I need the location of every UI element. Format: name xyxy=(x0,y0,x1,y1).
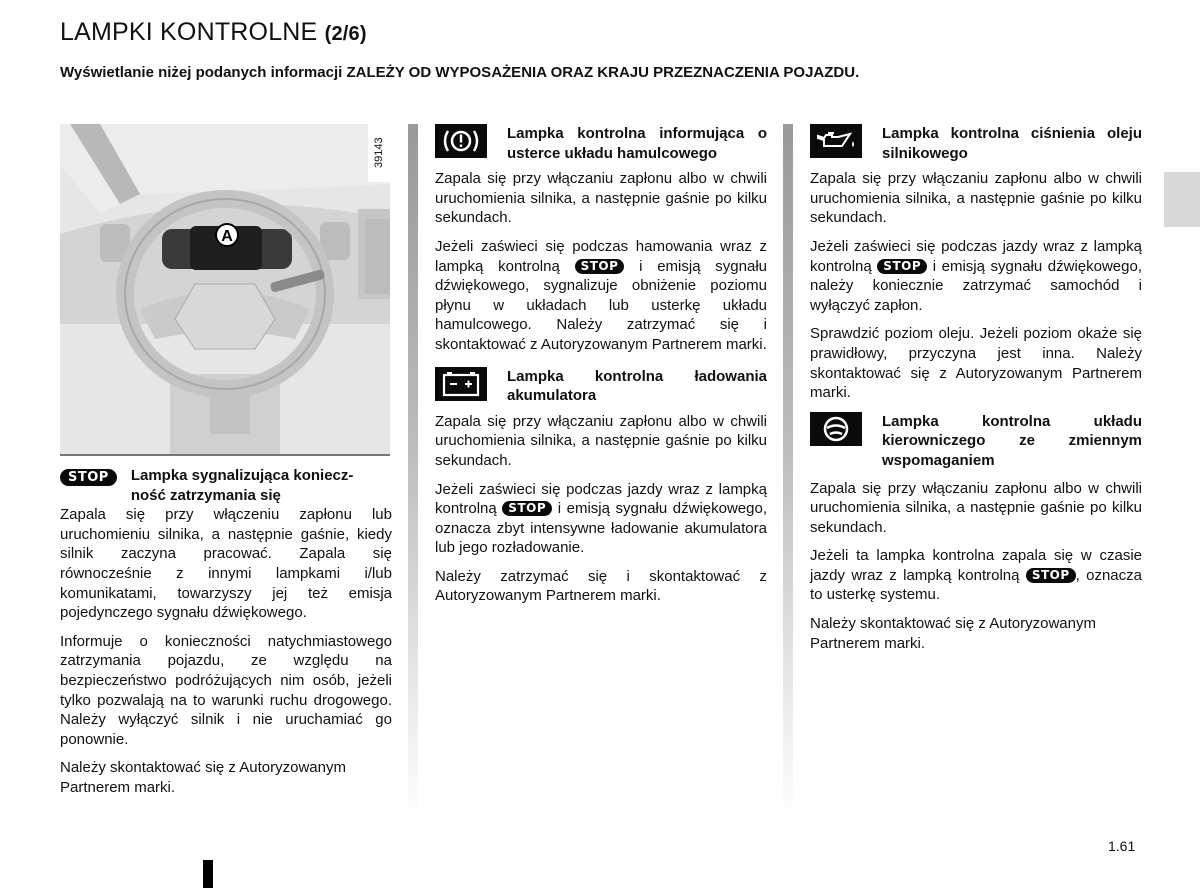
paragraph: Zapala się przy włączaniu zapłonu albo w chwili uruchomienia silnika, a następnie gaśnie po kilku sekundach. xyxy=(810,479,1142,536)
power-steering-icon xyxy=(810,412,862,446)
svg-text:A: A xyxy=(221,228,233,245)
oil-lamp-heading xyxy=(810,124,1142,163)
paragraph: Należy skontaktować się z Autoryzowanym Partnerem marki. xyxy=(60,759,346,796)
page-number: 1.61 xyxy=(1108,838,1136,854)
stop-icon: STOP xyxy=(877,259,927,274)
chapter-tab xyxy=(1164,172,1200,227)
paragraph: Zapala się przy włączaniu zapłonu albo w chwili uruchomienia silnika, a następnie gaśnie po kilku sekundach. xyxy=(435,412,767,469)
paragraph: Zapala się przy włączaniu zapłonu albo w chwili uruchomienia silnika, a następnie gaśnie po kilku sekundach. xyxy=(435,170,767,227)
figure-number: 39143 xyxy=(368,124,390,182)
battery-lamp-title: Lampka kontrolna ładowania akumulatora xyxy=(507,367,767,405)
dashboard-figure xyxy=(60,124,390,456)
stop-icon: STOP xyxy=(60,469,117,486)
brake-lamp-heading xyxy=(435,124,767,163)
paragraph: Jeżeli zaświeci się podczas hamowania wraz z lampką kontrolną STOP i emisją sygnału dźwiękowego, sygnalizuje obniżenie poziomu płynu w układach lub usterkę układu hamulcowego. Należy zatrzymać się i skontaktować z Autoryzowanym Partnerem marki. xyxy=(435,237,768,353)
stop-icon: STOP xyxy=(575,259,625,274)
brake-lamp-title: Lampka kontrolna informująca o usterce układu hamulcowego xyxy=(507,125,767,162)
paragraph: Informuje o konieczności natychmiastowego zatrzymania pojazdu, ze względu na bezpieczeństwo podróżujących nim osób, jeżeli tylko pozwalają na to warunki ruchu drogowego. Należy wyłączyć silnik i nie uruchamiać go ponownie. xyxy=(60,632,392,748)
page-subtitle: Wyświetlanie niżej podanych informacji ZALEŻY OD WYPOSAŻENIA ORAZ KRAJU PRZEZNACZENIA POJAZDU. xyxy=(60,64,860,81)
stop-lamp-title: Lampka sygnalizująca koniecz- ność zatrzymania się xyxy=(130,467,354,504)
stop-icon: STOP xyxy=(502,501,552,516)
steering-lamp-heading xyxy=(810,412,1142,471)
page-title xyxy=(60,18,367,47)
column-brake-battery xyxy=(435,124,767,615)
paragraph: Należy skontaktować się z Autoryzowanym Partnerem marki. xyxy=(810,615,1096,652)
paragraph: Jeżeli ta lampka kontrolna zapala się w czasie jazdy wraz z lampką kontrolną STOP , oznacza to usterkę systemu. xyxy=(810,547,1142,604)
brake-warning-icon xyxy=(435,124,487,158)
stop-lamp-heading xyxy=(60,466,392,505)
oil-pressure-icon xyxy=(810,124,862,158)
steering-lamp-title: Lampka kontrolna układu kierowniczego ze zmiennym wspomaganiem xyxy=(882,412,1142,469)
column-divider xyxy=(408,124,418,824)
crop-mark xyxy=(203,860,213,888)
column-stop-warning xyxy=(60,124,392,807)
column-oil-steering xyxy=(810,124,1142,662)
paragraph: Zapala się przy włączaniu zapłonu albo w chwili uruchomienia silnika, a następnie gaśnie po kilku sekundach. xyxy=(810,170,1142,227)
paragraph: Należy zatrzymać się i skontaktować z Autoryzowanym Partnerem marki. xyxy=(435,567,767,605)
page-title-text: LAMPKI KONTROLNE xyxy=(60,18,318,46)
paragraph: Sprawdzić poziom oleju. Jeżeli poziom okaże się prawidłowy, przyczyna jest inna. Należy skontaktować się z Autoryzowanym Partnerem marki. xyxy=(810,325,1142,402)
paragraph: Zapala się przy włączeniu zapłonu lub uruchomieniu silnika, a następnie gaśnie, kiedy silnik zaczyna pracować. Zapala się równocześnie z innymi lampkami i/lub komunikatami, towarzyszy jej też emisja pojedynczego sygnału dźwiękowego. xyxy=(60,506,392,622)
battery-lamp-heading xyxy=(435,367,767,406)
steering-wheel-illustration xyxy=(60,124,390,454)
paragraph: Jeżeli zaświeci się podczas jazdy wraz z lampką kontrolną STOP i emisją sygnału dźwiękowego, oznacza zbyt intensywne ładowanie akumulatora lub jego rozładowanie. xyxy=(435,480,768,557)
page-title-suffix: (2/6) xyxy=(324,23,367,45)
battery-icon xyxy=(435,367,487,401)
stop-icon: STOP xyxy=(1026,568,1076,583)
paragraph: Jeżeli zaświeci się podczas jazdy wraz z lampką kontrolną STOP i emisją sygnału dźwiękowego, należy koniecznie zatrzymać samochód i wyłączyć zapłon. xyxy=(810,237,1143,314)
column-divider xyxy=(783,124,793,824)
oil-lamp-title: Lampka kontrolna ciśnienia oleju silnikowego xyxy=(882,125,1142,162)
